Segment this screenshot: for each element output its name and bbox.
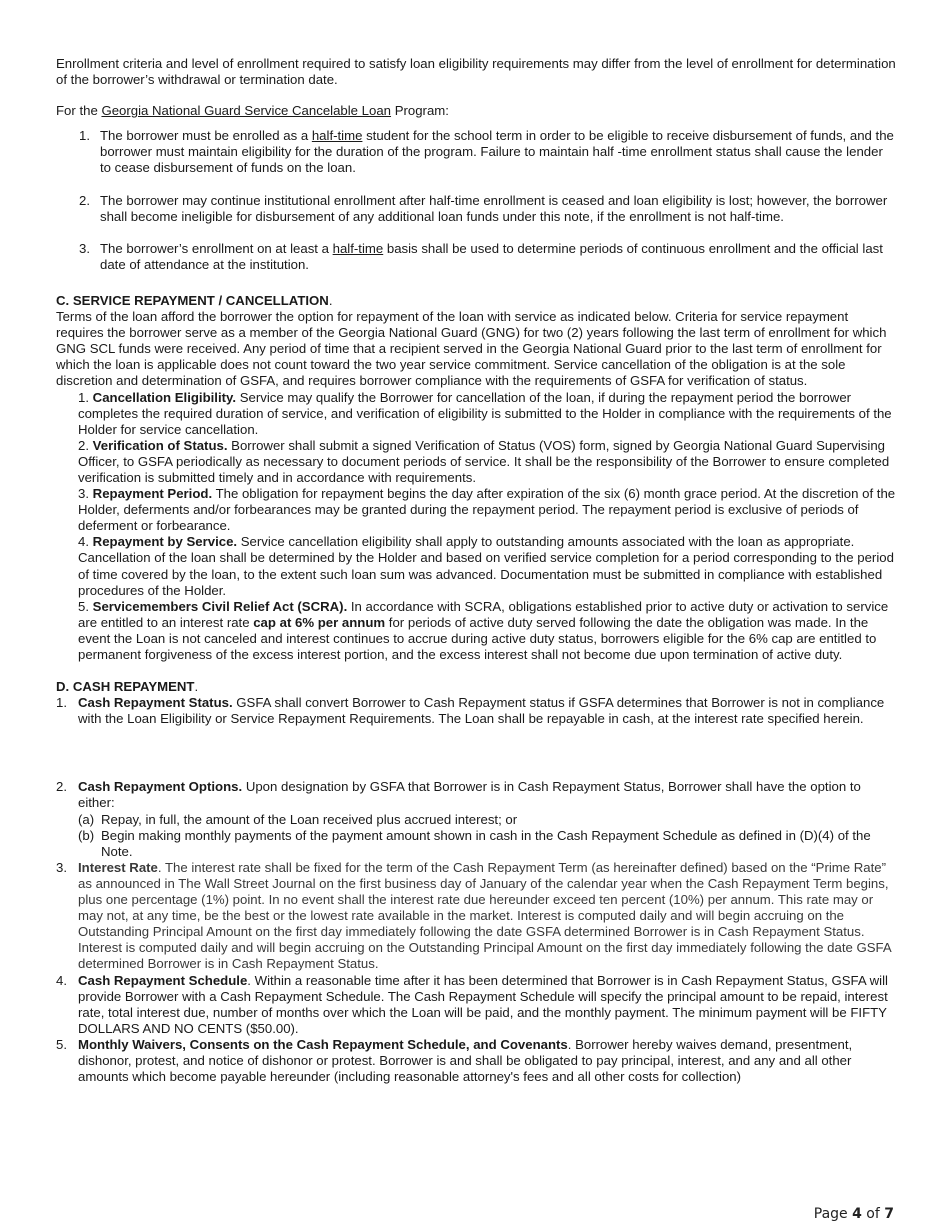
- section-c-body: Terms of the loan afford the borrower the option for repayment of the loan with service as indicated below. Criteria for service repayment requires the borrower serve as a member of the Georgia National Guard (GNG) for two (2) years following the last term of enrollment for which GNG SCL funds were received. Any period of time that a recipient served in the Georgia National Guard prior to the last term of enrollment for which the loan is applicable does not count toward the two year service commitment. Service cancellation of the obligation is at the sole discretion and determination of GSFA, and requires borrower compliance with the requirements of GSFA for verification of status.: [56, 309, 887, 389]
- list-item: 4. Repayment by Service. Service cancellation eligibility shall apply to outstanding amounts associated with the loan as appropriate. Cancellation of the loan shall be determined by the Holder and based on verified service completion for a period corresponding to the period of time covered by the loan, to the extent such loan sum was advanced. Documentation must be submitted in compliance with established procedures of the Holder.: [78, 534, 894, 598]
- half-time-term: half-time: [311, 128, 363, 144]
- list-item: 1. Cash Repayment Status. GSFA shall convert Borrower to Cash Repayment status if GSFA determines that Borrower is not in compliance with the Loan Eligibility or Service Repayment Requirements. The Loan shall be repayable in cash, at the interest rate specified herein.: [56, 695, 885, 727]
- page-number: Page 4 of 7: [813, 1206, 894, 1222]
- half-time-term: half-time: [332, 240, 384, 256]
- program-line: For the Georgia National Guard Service Cancelable Loan Program:: [56, 103, 449, 119]
- section-c: [56, 293, 896, 663]
- program-name: Georgia National Guard Service Cancelable Loan: [101, 103, 392, 119]
- list-item: 4. Cash Repayment Schedule. Within a reasonable time after it has been determined that Borrower is in Cash Repayment Status, GSFA will provide Borrower with a Cash Repayment Schedule. The Cash Repayment Schedule will specify the principal amount to be repaid, interest rate, total interest due, number of months over which the Loan will be paid, and the monthly payment. The minimum payment will be FIFTY DOLLARS AND NO CENTS ($50.00).: [56, 972, 888, 1036]
- enrollment-list: [56, 128, 896, 273]
- section-c-heading: C. SERVICE REPAYMENT / CANCELLATION.: [56, 292, 333, 308]
- scra-item: 5. Servicemembers Civil Relief Act (SCRA). In accordance with SCRA, obligations established prior to active duty or activation to service are entitled to an interest rate cap at 6% per annum for periods of active duty served following the date the obligation was made. In the event the Loan is not canceled and interest continues to accrue during active duty status, borrowers eligible for the 6% cap are entitled to permanent forgiveness of the excess interest portion, and the excess interest shall not become due upon termination of active duty.: [78, 598, 889, 662]
- list-item: 1. The borrower must be enrolled as a half-time student for the school term in order to be eligible to receive disbursement of funds, and the borrower must maintain eligibility for the duration of the program. Failure to maintain half -time enrollment status shall cause the lender to cease disbursement of funds on the loan.: [79, 128, 894, 176]
- option-a: (a) Repay, in full, the amount of the Loan received plus accrued interest; or: [78, 811, 518, 827]
- list-item: 3. Interest Rate. The interest rate shall be fixed for the term of the Cash Repayment Term (as hereinafter defined) based on the “Prime Rate” as announced in The Wall Street Journal on the first business day of January of the calendar year when the Cash Repayment Term begins, plus one percentage (1%) point. In no event shall the interest rate due hereunder exceed ten percent (10%) per annum. This rate may or may not, at any time, be the best or the lowest rate available in the market. Interest is computed daily and will begin accruing on the Outstanding Principal Amount on the first day immediately following the date GSFA determined Borrower is in Cash Repayment Status. Interest is computed daily and will begin accruing on the Outstanding Principal Amount on the first day immediately following the date GSFA determined Borrower is in Cash Repayment Status.: [56, 859, 891, 972]
- section-c-items: [56, 390, 896, 664]
- section-d-heading: D. CASH REPAYMENT.: [56, 679, 199, 695]
- list-item: 1. Cancellation Eligibility. Service may qualify the Borrower for cancellation of the loan, if during the repayment period the borrower completes the required duration of service, and verification of eligibility is submitted to the Holder in compliance with the requirements of the Holder for service cancellation.: [78, 389, 892, 437]
- section-d: [56, 679, 896, 1085]
- list-item: 5. Monthly Waivers, Consents on the Cash Repayment Schedule, and Covenants. Borrower hereby waives demand, presentment, dishonor, protest, and notice of dishonor or protest. Borrower is and shall be obligated to pay principal, interest, and any and all other amounts which become payable hereunder (including reasonable attorney's fees and all other costs for collection): [56, 1036, 853, 1085]
- document-page: [56, 56, 896, 1085]
- list-item: 2. Verification of Status. Borrower shall submit a signed Verification of Status (VOS) form, signed by Georgia National Guard Supervising Officer, to GSFA periodically as necessary to document periods of service. It shall be the responsibility of the Borrower to ensure completed verification is submitted timely and in accordance with requirements.: [78, 437, 890, 485]
- option-b: (b) Begin making monthly payments of the payment amount shown in cash in the Cash Repayment Schedule as defined in (D)(4) of the Note.: [78, 827, 871, 859]
- list-item: 2. The borrower may continue institutional enrollment after half-time enrollment is ceased and loan eligibility is lost; however, the borrower shall become ineligible for disbursement of any additional loan funds under this note, if the enrollment is not half-time.: [79, 192, 888, 224]
- list-item: 2. Cash Repayment Options. Upon designation by GSFA that Borrower is in Cash Repayment Status, Borrower shall have the option to either: (a) Repay, in full, the amount of the Loan received plus accrued interest; or (b) Begin making monthly payments of the payment amount shown in cash in the Cash Repayment Schedule as defined in (D)(4) of the Note.: [56, 779, 896, 859]
- intro-paragraph: Enrollment criteria and level of enrollment required to satisfy loan eligibility requirements may differ from the level of enrollment for determination of the borrower’s withdrawal or termination date.: [56, 56, 896, 88]
- list-item: 3. Repayment Period. The obligation for repayment begins the day after expiration of the six (6) month grace period. At the discretion of the Holder, deferments and/or forbearances may be granted during the repayment period. The repayment period is exclusive of periods of deferment or forbearance.: [78, 486, 896, 534]
- list-item: 3. The borrower’s enrollment on at least a half-time basis shall be used to determine periods of continuous enrollment and the official last date of attendance at the institution.: [79, 240, 883, 272]
